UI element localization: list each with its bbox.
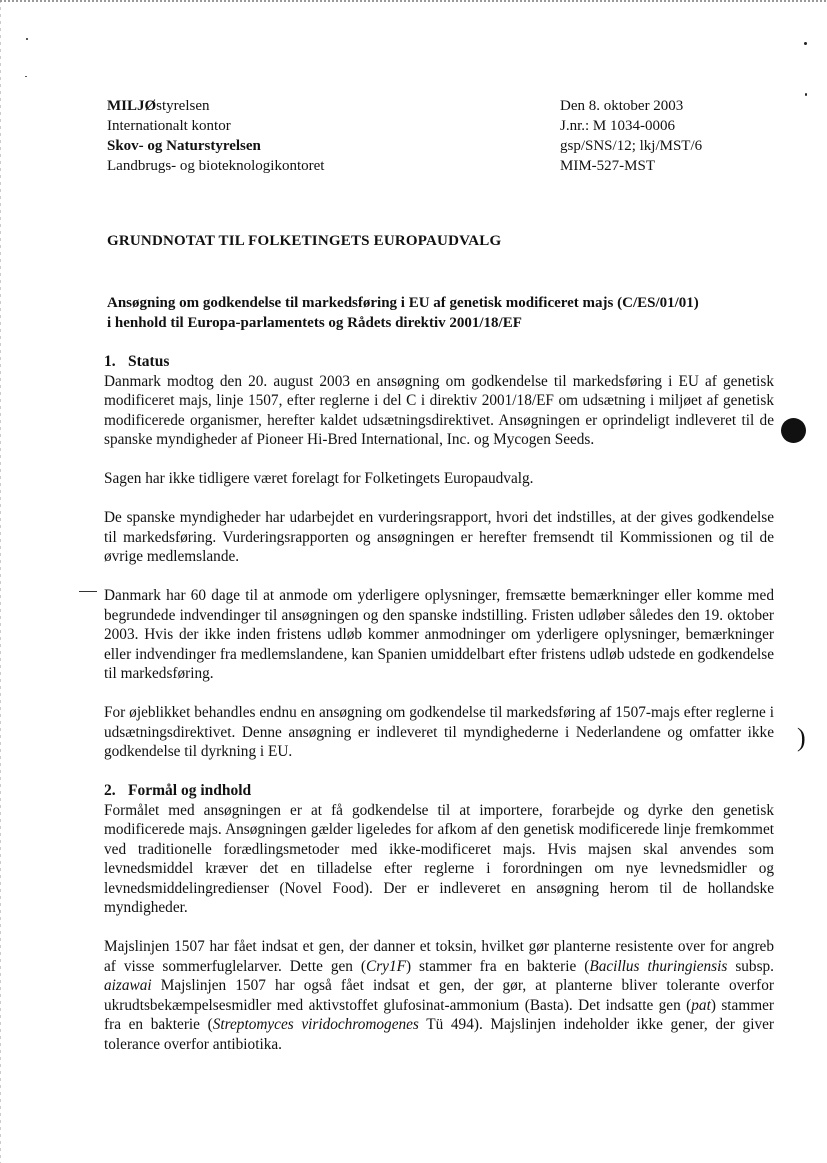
- text-run: Majslinjen 1507 har også fået indsat et gen, der gør, at planterne bliver tolerante overfor ukrudtsbekæmpelsesmidler med aktivstoffet glufosinat-ammonium (Basta). Det indsatte gen (: [104, 977, 774, 1014]
- text-run: ) stammer fra en bakterie (: [104, 996, 774, 1033]
- sender-ministry-rest: styrelsen: [156, 98, 210, 114]
- mim-code: MIM-527-MST: [560, 158, 656, 174]
- scan-speck: [26, 38, 28, 40]
- text-run: subsp.: [727, 957, 774, 975]
- sender-block: [107, 96, 324, 176]
- journal-number: J.nr.: M 1034-0006: [560, 118, 676, 134]
- scan-top-edge: [0, 0, 827, 2]
- subject-line-2: i henhold til Europa-parlamentets og Rådets direktiv 2001/18/EF: [107, 315, 522, 331]
- text-run: Tü 494). Majslinjen indeholder ikke gener, der giver tolerance overfor antibiotika.: [104, 1016, 774, 1053]
- gene-name: pat: [691, 996, 711, 1014]
- bacteria-name: Streptomyces viridochromogenes: [212, 1016, 419, 1033]
- text-run: ) stammer fra en bakterie (: [405, 957, 590, 975]
- sender-division: Landbrugs- og bioteknologikontoret: [107, 158, 325, 174]
- scan-speck: [25, 76, 27, 77]
- sender-office: Internationalt kontor: [107, 118, 231, 134]
- section-1-paragraph: Danmark har 60 dage til at anmode om yderligere oplysninger, fremsætte bemærkninger eller komme med begrundede indvendinger til ansøgningen og den spanske indstilling. Fristen udløber således den 19. oktober 2003. Hvis der ikke inden fristens udløb kommer anmodninger om yderligere oplysninger, bemærkninger eller indvendinger fra medlemslandene, kan Spanien umiddelbart efter fristens udløb udstede en godkendelse til markedsføring.: [104, 587, 774, 682]
- section-1-paragraph: De spanske myndigheder har udarbejdet en vurderingsrapport, hvori det indstilles, at der gives godkendelse til markedsføring. Vurderingsrapporten og ansøgningen er herefter fremsendt til Kommissionen og til de øvrige medlemslande.: [104, 509, 774, 565]
- section-2-title: Formål og indhold: [128, 782, 252, 799]
- sender-agency: Skov- og Naturstyrelsen: [107, 138, 261, 154]
- sender-line-ministry: [107, 96, 324, 116]
- reference-block: [560, 96, 702, 176]
- scan-speck: [804, 42, 807, 45]
- section-2-paragraph: Formålet med ansøgningen er at få godkendelse til at importere, forarbejde og dyrke den genetisk modificerede majs. Ansøgningen gælder ligeledes for afkom af den genetisk modificerede linje fremkommet ved traditionelle forædlingsmetoder med ikke-modificeret majs. Hvis majsen skal anvendes som levnedsmiddel kræver det en tilladelse efter reglerne i forordningen om nye levnedsmidler og levnedsmiddelingredienser (Novel Food). Der er indleveret en ansøgning herom til de hollandske myndigheder.: [104, 801, 774, 916]
- section-1-title: Status: [128, 353, 170, 370]
- gene-name: Cry1F: [366, 957, 406, 975]
- reference-code: gsp/SNS/12; lkj/MST/6: [560, 138, 703, 154]
- subject-heading: [107, 293, 787, 333]
- section-2-heading: [104, 781, 774, 801]
- hole-punch-mark: [781, 418, 806, 443]
- document-body: [104, 352, 774, 1054]
- section-1-paragraph: For øjeblikket behandles endnu en ansøgning om godkendelse til markedsføring af 1507-majs efter reglerne i udsætningsdirektivet. Denne ansøgning er indleveret til myndighederne i Nederlandene og omfatter ikke godkendelse til dyrkning i EU.: [104, 704, 774, 760]
- subspecies-name: aizawai: [104, 977, 152, 994]
- scan-speck: [805, 93, 807, 96]
- section-2-number: 2.: [104, 782, 116, 799]
- margin-mark: ): [797, 723, 806, 752]
- section-1-heading: [104, 352, 774, 372]
- subject-line-1: Ansøgning om godkendelse til markedsføring i EU af genetisk modificeret majs (C/ES/01/01): [107, 295, 699, 311]
- section-2-paragraph: [104, 937, 774, 1054]
- text-run: Majslinjen 1507 har fået indsat et gen, der danner et toksin, hvilket gør planterne resistente over for angreb af visse sommerfuglelarver. Dette gen (: [104, 938, 774, 975]
- sender-ministry-bold: MILJØ: [107, 98, 157, 114]
- section-1-paragraph: Sagen har ikke tidligere været forelagt for Folketingets Europaudvalg.: [104, 470, 534, 487]
- section-1-number: 1.: [104, 353, 116, 370]
- margin-dash: [79, 591, 97, 592]
- scan-left-edge: [0, 0, 1, 1163]
- document-title: GRUNDNOTAT TIL FOLKETINGETS EUROPAUDVALG: [107, 233, 502, 249]
- bacteria-name: Bacillus thuringiensis: [589, 957, 728, 975]
- document-date: Den 8. oktober 2003: [560, 98, 684, 114]
- section-1-paragraph: Danmark modtog den 20. august 2003 en ansøgning om godkendelse til markedsføring i EU af genetisk modificeret majs, linje 1507, efter reglerne i del C i direktiv 2001/18/EF om udsætning i miljøet af genetisk modificerede organismer, herefter kaldet udsætningsdirektivet. Ansøgningen er oprindeligt indleveret til de spanske myndigheder af Pioneer Hi-Bred International, Inc. og Mycogen Seeds.: [104, 372, 774, 448]
